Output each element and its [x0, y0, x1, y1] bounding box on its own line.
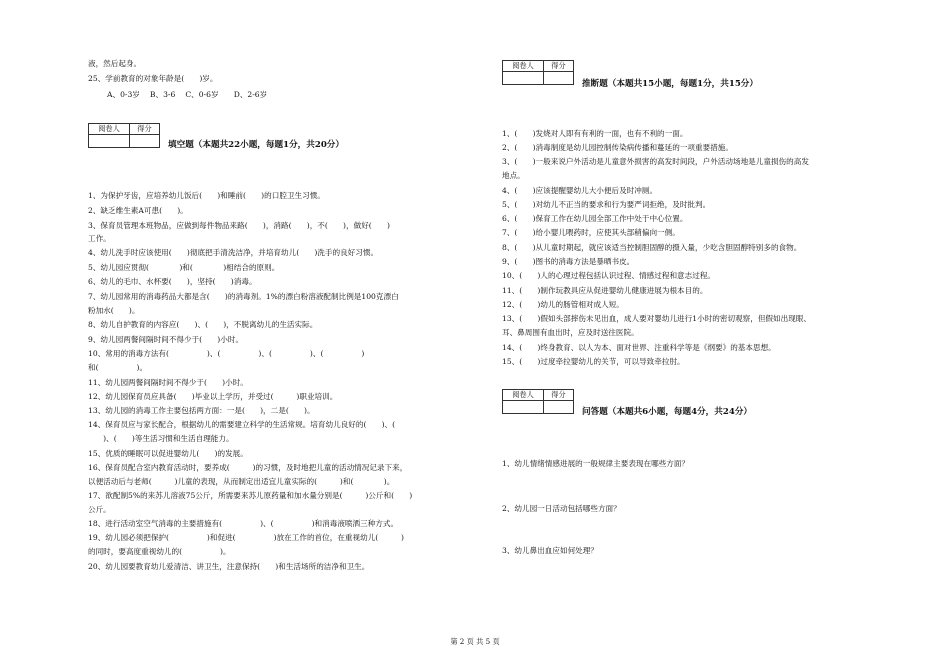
list-item: 8、幼儿自护教育的内容应( )、( )，不脱离幼儿的生活实际。 — [88, 320, 318, 329]
list-item: 14、保育员应与家长配合，根据幼儿的需要建立科学的生活常规。培育幼儿良好的( )、( — [88, 420, 396, 429]
score-label: 得分 — [544, 390, 574, 401]
list-item: 6、( )保育工作在幼儿园全部工作中处于中心位置。 — [502, 214, 688, 223]
list-item: 13、幼儿园的消毒工作主要包括两方面：一是( )，二是( )。 — [88, 406, 315, 415]
list-item: 1、为保护牙齿，应培养幼儿饭后( )和睡前( )的口腔卫生习惯。 — [88, 191, 325, 200]
list-item: 2、( )消毒制度是幼儿园控制传染病传播和蔓延的一项重要措施。 — [502, 143, 733, 152]
list-item: 18、进行活动室空气消毒的主要措施有( )、( )和消毒液喷洒三种方式。 — [88, 519, 399, 528]
list-item: 20、幼儿园要教育幼儿爱清洁、讲卫生，注意保持( )和生活场所的洁净和卫生。 — [88, 562, 370, 571]
list-item: 7、( )给小婴儿喂药时，应使其头部稍偏向一侧。 — [502, 228, 680, 237]
score-label: 得分 — [130, 124, 160, 135]
list-item: 13、( )假如头部摔伤未见出血，成人要对婴幼儿进行1小时的密切观察，但假如出现眼、 — [502, 314, 811, 323]
list-item: 地点。 — [502, 171, 525, 180]
list-item: 14、( )终身教育、以人为本、面对世界、注重科学等是《纲要》的基本思想。 — [502, 343, 776, 352]
list-item: 16、保育员配合室内教育活动时，要养成( )的习惯，及时地把儿童的活动情况记录下来， — [88, 463, 408, 472]
list-item: 以便活动后与老师( )儿童的表现，从而制定出适宜儿童实际的( )和( )。 — [88, 477, 395, 486]
list-item: 15、( )过度牵拉婴幼儿的关节，可以导致牵拉肘。 — [502, 357, 685, 366]
score-box-qa — [502, 389, 574, 414]
list-item: 7、幼儿园常用的消毒药品大都是含( )的消毒剂。1%的漂白粉溶液配制比例是100克漂白 — [88, 292, 399, 301]
list-item: 12、( )幼儿的肠管相对成人短。 — [502, 300, 624, 309]
page-footer: 第 2 页 共 5 页 — [450, 637, 500, 646]
list-item: 公斤。 — [88, 505, 111, 514]
list-item: 4、幼儿洗手时应该使用( )彻底把手清洗洁净，并培育幼儿( )洗手的良好习惯。 — [88, 248, 379, 257]
list-item: )、( )等生活习惯和生活自理能力。 — [88, 434, 234, 443]
score-box-judge — [502, 60, 574, 85]
list-item: 11、幼儿园两餐间隔时间不得少于( )小时。 — [88, 378, 248, 387]
list-item: 19、幼儿园必须把保护( )和促进( )放在工作的首位，在重视幼儿( ) — [88, 533, 404, 542]
question-25: 25、学前教育的对象年龄是( )岁。 — [88, 74, 218, 83]
list-item: 粉加水( )。 — [88, 306, 140, 315]
list-item: 5、幼儿园应贯彻( )和( )相结合的原则。 — [88, 263, 280, 272]
text-line: 液，然后起身。 — [88, 59, 142, 68]
list-item: 9、( )图书的消毒方法是暴晒书皮。 — [502, 257, 635, 266]
list-item: 和( )。 — [88, 363, 148, 372]
list-item: 12、幼儿园保育员应具备( )毕业以上学历，并受过( )职业培训。 — [88, 392, 338, 401]
list-item: 的同时，要高度重视幼儿的( )。 — [88, 547, 231, 556]
reviewer-label: 阅卷人 — [89, 124, 130, 135]
list-item: 4、( )应该提醒婴幼儿大小便后及时冲厕。 — [502, 186, 658, 195]
list-item: 17、欲配制5%的来苏儿溶液75公斤，所需要来苏儿原药量和加水量分别是( )公斤和( ) — [88, 491, 413, 500]
list-item: 3、保育员管理本班物品，应做到每件物品来路( )，消路( )，不( )，做好( ) — [88, 221, 390, 230]
list-item: 9、幼儿园两餐间隔时间不得少于( )小时。 — [88, 335, 244, 344]
score-label: 得分 — [544, 61, 574, 72]
list-item: 2、缺乏维生素A可患( )。 — [88, 206, 188, 215]
qa-question: 3、幼儿鼻出血应如何处理？ — [502, 546, 598, 555]
section-title-fill: 填空题（本题共22小题，每题1分，共20分） — [168, 140, 344, 150]
list-item: 8、( )从儿童时期起，就应该适当控制胆固醇的摄入量，少吃含胆固醇特别多的食物。 — [502, 243, 802, 252]
list-item: 1、( )发烧对人即有有利的一面，也有不利的一面。 — [502, 129, 688, 138]
section-title-qa: 问答题（本题共6小题，每题4分，共24分） — [582, 407, 753, 417]
list-item: 工作。 — [88, 234, 111, 243]
list-item: 15、优质的睡眠可以促进婴幼儿( )的发展。 — [88, 449, 248, 458]
list-item: 11、( )制作玩教具应从促进婴幼儿健康进展为根本目的。 — [502, 286, 708, 295]
qa-question: 1、幼儿情绪情感进展的一般规律主要表现在哪些方面？ — [502, 459, 690, 468]
list-item: 5、( )对幼儿不正当的要求和行为要严词拒绝，及时批判。 — [502, 200, 711, 209]
reviewer-label: 阅卷人 — [503, 390, 544, 401]
qa-question: 2、幼儿园一日活动包括哪些方面？ — [502, 504, 621, 513]
list-item: 3、( )一般来说户外活动是儿童意外损害的高发时间段，户外活动场地是儿童损伤的高发 — [502, 157, 809, 166]
score-box-fill — [88, 123, 160, 148]
list-item: 10、( )人的心理过程包括认识过程、情感过程和意志过程。 — [502, 271, 716, 280]
question-25-options: A、0-3岁 B、3-6 C、0-6岁 D、2-6岁 — [107, 90, 268, 99]
list-item: 10、常用的消毒方法有( )、( )、( )、( ) — [88, 349, 365, 358]
list-item: 6、幼儿的毛巾、水杯要( )，坚持( )消毒。 — [88, 277, 257, 286]
section-title-judge: 推断题（本题共15小题，每题1分，共15分） — [582, 79, 758, 89]
list-item: 耳、鼻周围有血出时，应及时送往医院。 — [502, 328, 639, 337]
reviewer-label: 阅卷人 — [503, 61, 544, 72]
